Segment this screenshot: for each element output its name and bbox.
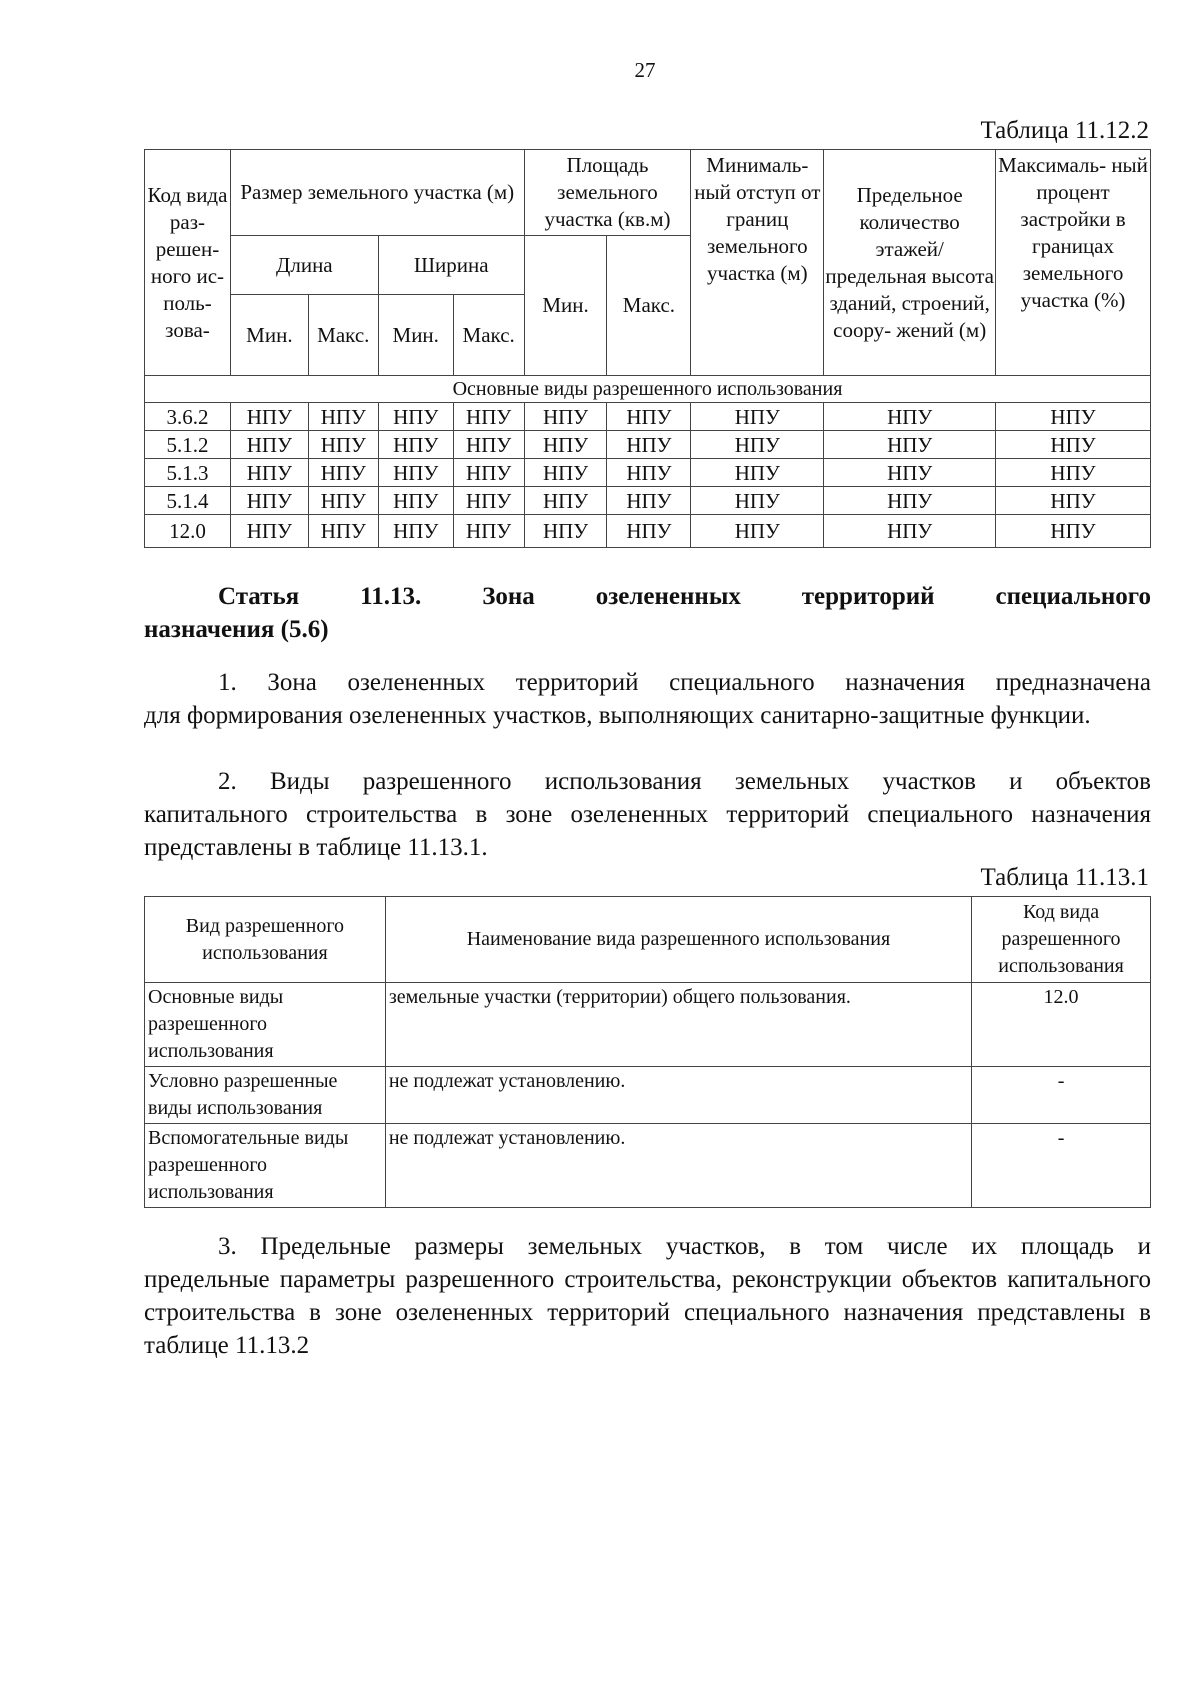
header-length-max: Макс. <box>308 295 378 376</box>
header-length: Длина <box>230 236 378 295</box>
row-cell: НПУ <box>230 459 308 487</box>
article-title-word: Статья <box>218 583 300 610</box>
row-cell: НПУ <box>996 459 1151 487</box>
row-cell: НПУ <box>308 487 378 515</box>
paragraph-3-rest: предельные параметры разрешенного строительства, реконструкции объектов капитального строительства в зоне озелененных территорий специального назначения представлены в таблице 11.13.2 <box>144 1266 1151 1359</box>
header-size: Размер земельного участка (м) <box>230 150 524 236</box>
row-cell: НПУ <box>453 487 524 515</box>
row-cell: НПУ <box>524 459 607 487</box>
row-cell: НПУ <box>524 515 607 548</box>
row-cell: НПУ <box>691 403 824 431</box>
row-cell: НПУ <box>308 459 378 487</box>
row-cell: НПУ <box>378 515 453 548</box>
row-cell: НПУ <box>996 403 1151 431</box>
row-cell: НПУ <box>824 487 996 515</box>
row-name: не подлежат установлению. <box>385 1124 971 1208</box>
row-cell: НПУ <box>453 459 524 487</box>
row-cell: НПУ <box>378 487 453 515</box>
article-title-word: 11.13. <box>360 583 422 610</box>
table-row <box>145 983 1151 1067</box>
row-cell: НПУ <box>378 431 453 459</box>
paragraph-1-first-line: 1. Зона озелененных территорий специального назначения предназначена <box>218 669 1151 696</box>
header-kind: Вид разрешенного использования <box>145 897 386 983</box>
table-row <box>145 403 1151 431</box>
row-cell: НПУ <box>824 515 996 548</box>
row-code: 5.1.4 <box>145 487 231 515</box>
row-cell: НПУ <box>996 431 1151 459</box>
header-area: Площадь земельного участка (кв.м) <box>524 150 691 236</box>
row-cell: НПУ <box>453 515 524 548</box>
row-cell: НПУ <box>824 459 996 487</box>
row-cell: НПУ <box>607 431 691 459</box>
row-cell: НПУ <box>230 515 308 548</box>
row-cell: НПУ <box>524 431 607 459</box>
row-cell: НПУ <box>524 487 607 515</box>
permitted-use-table <box>144 896 1151 1208</box>
row-kind: Условно разрешенные виды использования <box>145 1067 386 1124</box>
article-title-word: специального <box>995 583 1151 610</box>
paragraph-1-rest: для формирования озелененных участков, выполняющих санитарно-защитные функции. <box>144 702 1091 729</box>
table-caption-2: Таблица 11.13.1 <box>980 864 1149 891</box>
header-floors: Предельное количество этажей/ предельная высота зданий, строений, соору- жений (м) <box>824 150 996 376</box>
row-cell: НПУ <box>691 459 824 487</box>
row-cell: НПУ <box>691 515 824 548</box>
header-setback: Минималь- ный отступ от границ земельного участка (м) <box>691 150 824 376</box>
row-kind: Основные виды разрешенного использования <box>145 983 386 1067</box>
row-cell: НПУ <box>378 459 453 487</box>
table-row <box>145 487 1151 515</box>
row-cell: НПУ <box>453 431 524 459</box>
article-title-word: Зона <box>482 583 535 610</box>
article-title-word: территорий <box>801 583 935 610</box>
row-code: - <box>972 1124 1151 1208</box>
article-title-rest: назначения (5.6) <box>144 616 329 643</box>
section-row: Основные виды разрешенного использования <box>145 376 1151 403</box>
row-cell: НПУ <box>524 403 607 431</box>
header-coverage: Максималь- ный процент застройки в границах земельного участка (%) <box>996 150 1151 376</box>
paragraph-1 <box>144 666 1151 732</box>
row-cell: НПУ <box>691 431 824 459</box>
row-cell: НПУ <box>996 515 1151 548</box>
paragraph-2-rest: капитального строительства в зоне озелененных территорий специального назначения представлены в таблице 11.13.1. <box>144 801 1151 861</box>
table-row <box>145 1067 1151 1124</box>
header-width: Ширина <box>378 236 524 295</box>
header-area-min: Мин. <box>524 236 607 376</box>
row-cell: НПУ <box>607 403 691 431</box>
row-cell: НПУ <box>607 459 691 487</box>
table-caption: Таблица 11.12.2 <box>980 117 1149 144</box>
paragraph-3-first-line: 3. Предельные размеры земельных участков, в том числе их площадь и <box>218 1233 1151 1260</box>
header-width-max: Макс. <box>453 295 524 376</box>
paragraph-3 <box>144 1230 1151 1362</box>
row-code: - <box>972 1067 1151 1124</box>
paragraph-2 <box>144 765 1151 864</box>
header-code: Код вида раз- решен- ного ис- поль- зова- <box>145 150 231 376</box>
article-title-word: озелененных <box>595 583 741 610</box>
page-number: 27 <box>634 58 656 82</box>
header-code: Код вида разрешенного использования <box>972 897 1151 983</box>
parameters-table <box>144 149 1151 548</box>
row-cell: НПУ <box>996 487 1151 515</box>
row-name: земельные участки (территории) общего пользования. <box>385 983 971 1067</box>
row-cell: НПУ <box>607 487 691 515</box>
row-code: 12.0 <box>145 515 231 548</box>
table-row <box>145 1124 1151 1208</box>
row-cell: НПУ <box>378 403 453 431</box>
row-cell: НПУ <box>691 487 824 515</box>
row-kind: Вспомогательные виды разрешенного использования <box>145 1124 386 1208</box>
row-code: 3.6.2 <box>145 403 231 431</box>
table-row <box>145 431 1151 459</box>
row-code: 5.1.3 <box>145 459 231 487</box>
row-name: не подлежат установлению. <box>385 1067 971 1124</box>
header-area-max: Макс. <box>607 236 691 376</box>
header-length-min: Мин. <box>230 295 308 376</box>
row-cell: НПУ <box>824 403 996 431</box>
row-cell: НПУ <box>308 403 378 431</box>
row-code: 5.1.2 <box>145 431 231 459</box>
row-cell: НПУ <box>453 403 524 431</box>
header-name: Наименование вида разрешенного использования <box>385 897 971 983</box>
row-cell: НПУ <box>607 515 691 548</box>
row-code: 12.0 <box>972 983 1151 1067</box>
table-row <box>145 459 1151 487</box>
row-cell: НПУ <box>824 431 996 459</box>
row-cell: НПУ <box>308 515 378 548</box>
row-cell: НПУ <box>230 431 308 459</box>
row-cell: НПУ <box>230 403 308 431</box>
header-width-min: Мин. <box>378 295 453 376</box>
article-title <box>144 580 1151 646</box>
row-cell: НПУ <box>230 487 308 515</box>
row-cell: НПУ <box>308 431 378 459</box>
paragraph-2-first-line: 2. Виды разрешенного использования земельных участков и объектов <box>218 768 1151 795</box>
table-row <box>145 515 1151 548</box>
